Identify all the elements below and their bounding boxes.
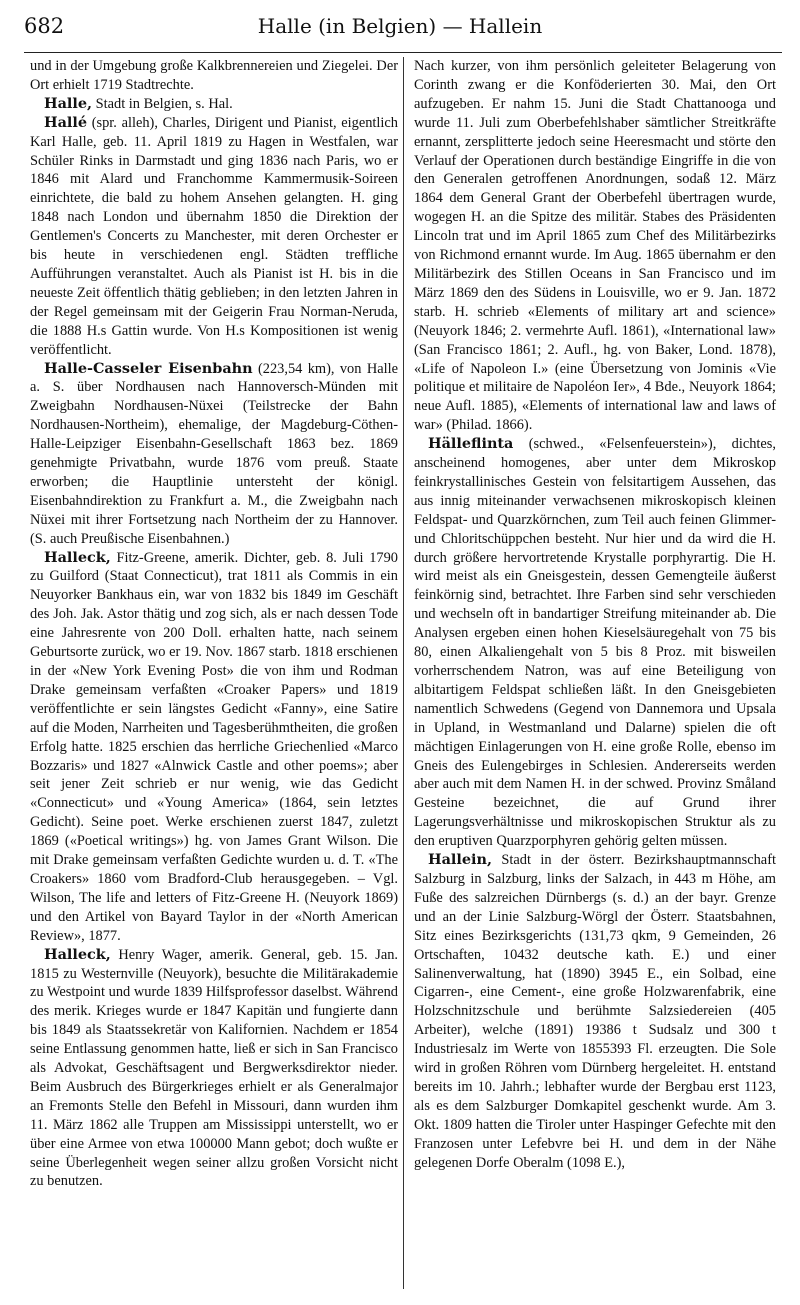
column-divider (403, 57, 404, 1289)
entry-headword: Hallein, (428, 851, 492, 869)
article-entry (30, 360, 398, 549)
entry-text: (spr. alleh), Charles, Dirigent und Pianist, eigentlich Karl Halle, geb. 11. April 1819 zu Hagen in Westfalen, war Schüler Rinks in Darmstadt und ging 1836 nach Paris, wo er 1846 mit Alard und Franchomme Kammermusik-Soireen einrichtete, die bald zu hohem Ansehen gelangten. H. ging 1848 nach London und übernahm 1850 die Direktion der Gentlemen's Concerts zu Manchester, mit deren Orchester er bis heute in verschiedenen engl. Städten treffliche Aufführungen veranstaltet. Auch als Pianist ist H. bis in die neueste Zeit öffentlich thätig geblieben; in den letzten Jahren in der Regel gemeinsam mit der Geigerin Frau Norman-Neruda, die 1888 H.s Gattin wurde. Von H.s Kompositionen ist wenig veröffentlicht. (30, 114, 398, 358)
header-rule (24, 52, 782, 53)
page-number: 682 (24, 14, 65, 38)
entry-text: (223,54 km), von Halle a. S. über Nordhausen nach Hannoversch-Münden mit Zweigbahn Nordhausen-Nüxei (Teilstrecke der Bahn Nordhausen-Northeim), ehemalige, der Magdeburg-Cöthen-Halle-Leipziger Eisenbahn-Gesellschaft 1863 bez. 1869 genehmigte Privatbahn, wurde 1876 vom preuß. Staate erworben; die Hauptlinie untersteht der königl. Eisenbahndirektion zu Frankfurt a. M., die Zweigbahn nach Nüxei mit ihrer Fortsetzung nach Northeim der zu Hannover. (S. auch Preußische Eisenbahnen.) (30, 360, 398, 547)
entry-text: (schwed., «Felsenfeuerstein»), dichtes, anscheinend homogenes, aber unter dem Mikroskop feinkrystallinisches Gestein von felsitartigem Aussehen, das aus innig miteinander verwachsenen mikroskopisch kleinen Feldspat- und Quarzkörnchen, zum Teil auch feinen Glimmer- und Chloritschüppchen besteht. Nur hier und da wird die H. durch größere hervortretende Krystalle porphyrartig. Die H. wird meist als ein Gneisgestein, dessen Gemengteile äußerst feinkörnig sind, betrachtet. Ihre Farben sind sehr verschieden und wechseln oft in bandartiger Streifung miteinander ab. Die Analysen ergeben einen hohen Kieselsäuregehalt von 75 bis 80, einen Alkaliengehalt von 5 bis 8 Proz. mit bisweilen vorherrschendem Natron, was auf eine Beteiligung von albitartigem Feldspat schließen läßt. In den Gneisgebieten namentlich Schwedens (Gegend von Dannemora und Upsala in Upland, in Westmanland und Dalarne) spielen die oft mächtigen Einlagerungen von H. eine große Rolle, ebenso im Gneis des Eulengebirges in Schlesien. Andererseits werden aber auch mit dem Namen H. in der schwed. Provinz Småland Gesteine bezeichnet, die auf Grund ihrer Lagerungsverhältnisse und mikroskopischen Struktur als zu den eruptiven Quarzporphyren gehörig gelten müssen. (414, 436, 776, 850)
article-entry (30, 114, 398, 360)
entry-headword: Hälleflinta (428, 435, 514, 453)
left-column (30, 57, 398, 1191)
entry-text: Nach kurzer, von ihm persönlich geleiteter Belagerung von Corinth zwang er die Konföderierten 30. Mai, den Ort aufzugeben. Er nahm 15. Juni die Stadt Chattanooga und wurde 11. Juli zum Oberbefehlshaber sämtlicher Streitkräfte ernannt, zersplitterte jedoch seine Heeresmacht und störte den Verlauf der Operationen durch beständige Eingriffe in die von den Generalen getroffenen Anordnungen, sodaß 12. März 1864 dem General Grant der Oberbefehl übertragen wurde, wogegen H. an die Spitze des militär. Stabes des Präsidenten Lincoln trat und im April 1865 zum Chef des Militärbezirks von Richmond ernannt wurde. Im Aug. 1865 übernahm er den Militärbezirk des Stillen Oceans in San Francisco und im März 1869 den des Südens in Louisville, wo er 9. Jan. 1872 starb. H. schrieb «Elements of military art and science» (Neuyork 1846; 2. vermehrte Aufl. 1861), «International law» (San Francisco 1861; 2. Aufl., hg. von Baker, Lond. 1878), «Life of Napoleon I.» (eine Übersetzung von Jominis «Vie politique et militaire de Napoléon Ier», 4 Bde., Neuyork 1864; neue Aufl. 1885), «Elements of international law and laws of war» (Philad. 1866). (414, 58, 776, 434)
article-entry (30, 95, 398, 114)
running-head-title: Halle (in Belgien) — Hallein (257, 14, 543, 38)
entry-text: Stadt in Belgien, s. Hal. (92, 95, 233, 112)
article-entry (414, 435, 776, 851)
article-entry (30, 549, 398, 946)
entry-text: Fitz-Greene, amerik. Dichter, geb. 8. Juli 1790 zu Guilford (Staat Connecticut), trat 1811 als Commis in ein Neuyorker Bankhaus ein, war von 1832 bis 1849 im Geschäft des Joh. Jak. Astor thätig und zog sich, als er nach dessen Tode eine Jahresrente von 200 Doll. erhalten hatte, nach seinem Geburtsorte zurück, wo er 19. Nov. 1867 starb. 1818 erschienen in der «New York Evening Post» die von ihm und Rodman Drake gemeinsam verfaßten «Croaker Papers» und 1819 veröffentlichte er sein längstes Gedicht «Fanny», eine Satire auf die Moden, Narrheiten und Tagesberühmtheiten, die großen Erfolg hatte. 1825 erschien das herrliche Griechenlied «Marco Bozzaris» und 1827 «Alnwick Castle and other poems»; aber seit jener Zeit schrieb er nur wenig, wie das Gedicht «Connecticut» und «Young America» (1864, sein letztes Gedicht). Seine poet. Werke erschienen zuerst 1847, zuletzt 1869 («Poetical writings») hg. von James Grant Wilson. Die mit Drake gemeinsam verfaßten Gedichte wurden u. d. T. «The Croakers» 1860 vom Bradford-Club herausgegeben. – Vgl. Wilson, The life and letters of Fitz-Greene H. (Neuyork 1869) und den Artikel von Bayard Taylor in der «North American Review», 1877. (30, 549, 398, 944)
entry-text: Henry Wager, amerik. General, geb. 15. Jan. 1815 zu Westernville (Neuyork), besuchte die Militärakademie zu Westpoint und wurde 1839 Hilfsprofessor daselbst. Während des merik. Krieges wurde er 1847 Kapitän und fungierte dann bis 1849 als Staatssekretär von Kalifornien. Nachdem er 1854 seine Entlassung genommen hatte, ließ er sich in San Francisco als Advokat, Geschäftsagent und Bergwerksdirektor nieder. Beim Ausbruch des Bürgerkrieges erhielt er als Generalmajor an Fremonts Stelle den Befehl in Missouri, dann wurden ihm 11. März 1862 alle Truppen am Mississippi unterstellt, wo er über eine Armee von etwa 100000 Mann gebot; doch wußte er seine Überlegenheit wegen seiner allzu großen Vorsicht nicht zu benutzen. (30, 946, 398, 1190)
article-entry (30, 946, 398, 1192)
entry-text: Stadt in der österr. Bezirkshauptmannschaft Salzburg in Salzburg, links der Salzach, in 443 m Höhe, am Fuße des salzreichen Dürnbergs (s. d.) an der bayr. Grenze und an der Linie Salzburg-Wörgl der Österr. Staatsbahnen, Sitz eines Bezirksgerichts (131,73 qkm, 9 Gemeinden, 26 Ortschaften, 10432 deutsche kath. E.) und einer Salinenverwaltung, hat (1890) 3945 E., ein Solbad, eine Cigarren-, eine Cement-, eine große Holzwarenfabrik, eine Holzschnitzschule und berühmte Salzsiedereien (405 Arbeiter), welche (1891) 19386 t Sudsalz und 300 t Industriesalz im Werte von 1855393 Fl. erzeugten. Die Sole wird in großen Röhren vom Dürnberg hergeleitet. H. entstand bereits im 10. Jahrh.; lebhafter wurde der Bergbau erst 1123, als es dem Salzburger Domkapitel geschenkt wurde. Am 3. Okt. 1809 hatten die Tiroler unter Haspinger Gefechte mit den Franzosen unter Lefebvre bei H. und dem in der Nähe gelegenen Dorfe Oberalm (1098 E.), (414, 852, 776, 1171)
entry-headword: Halleck, (44, 945, 111, 963)
entry-headword: Halle, (44, 94, 93, 112)
article-entry (414, 851, 776, 1172)
article-continuation (30, 57, 398, 95)
entry-headword: Halleck, (44, 548, 111, 566)
entry-headword: Halle-Casseler Eisenbahn (44, 359, 253, 377)
entry-headword: Hallé (44, 113, 88, 131)
entry-text: und in der Umgebung große Kalkbrennereien und Ziegelei. Der Ort erhielt 1719 Stadtrechte. (30, 58, 398, 93)
right-column (414, 57, 776, 1172)
article-continuation (414, 57, 776, 435)
